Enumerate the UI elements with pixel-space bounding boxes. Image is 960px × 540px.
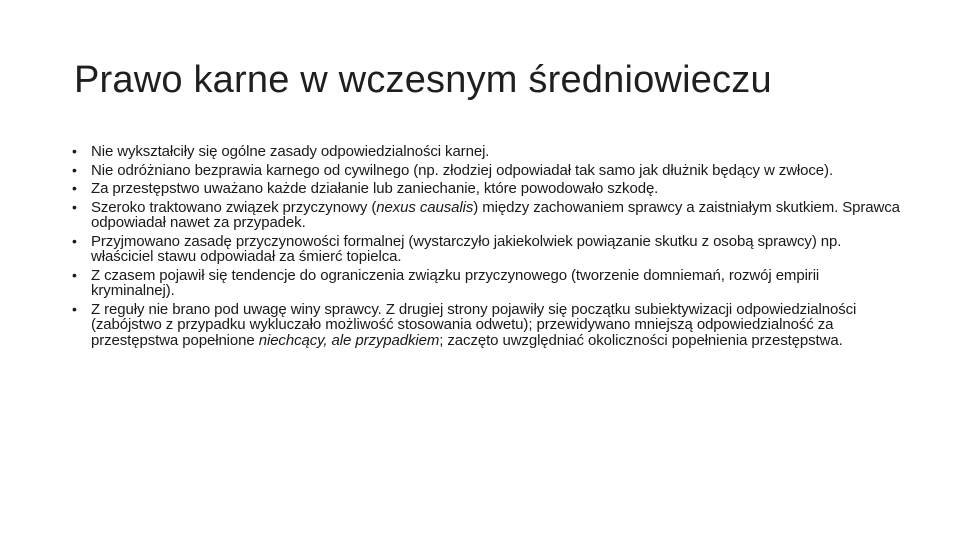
list-item: [72, 302, 902, 349]
list-item: [72, 144, 902, 160]
bullet-text: Nie odróżniano bezprawia karnego od cywilnego (np. złodziej odpowiadał tak samo jak dłużnik będący w zwłoce).: [91, 161, 834, 179]
italic-phrase: niechcący, ale przypadkiem: [258, 331, 440, 349]
list-item: [72, 268, 902, 299]
bullet-icon: •: [72, 232, 77, 249]
bullet-icon: •: [72, 266, 77, 283]
bullet-text: Szeroko traktowano związek przyczynowy (nexus causalis) między zachowaniem sprawcy a zaistniałym skutkiem. Sprawca odpowiadał nawet za przypadek.: [91, 198, 900, 231]
bullet-text: Z reguły nie brano pod uwagę winy sprawcy. Z drugiej strony pojawiły się początku subiektywizacji odpowiedzialności (zabójstwo z przypadku wykluczało możliwość stosowania odwetu); przewidywano mniejszą odpowiedzialność za przestępstwa popełnione niechcący, ale przypadkiem; zaczęto uwzględniać okoliczności popełnienia przestępstwa.: [91, 300, 857, 349]
list-item: [72, 181, 902, 197]
bullet-text: Przyjmowano zasadę przyczynowości formalnej (wystarczyło jakiekolwiek powiązanie skutku z osobą sprawcy) np. właściciel stawu odpowiadał za śmierć topielca.: [91, 232, 842, 265]
bullet-text: Z czasem pojawił się tendencje do ograniczenia związku przyczynowego (tworzenie domniemań, rozwój empirii kryminalnej).: [91, 266, 820, 299]
bullet-icon: •: [72, 300, 77, 317]
bullet-icon: •: [72, 143, 77, 159]
slide-title: Prawo karne w wczesnym średniowieczu: [74, 59, 772, 101]
latin-term: nexus causalis: [376, 198, 474, 216]
list-item: [72, 163, 902, 179]
bullet-icon: •: [72, 198, 77, 215]
list-item: [72, 234, 902, 265]
list-item: [72, 200, 902, 231]
bullet-text: Za przestępstwo uważano każde działanie lub zaniechanie, które powodowało szkodę.: [91, 180, 659, 197]
bullet-icon: •: [72, 180, 77, 196]
bullet-icon: •: [72, 161, 77, 178]
bullet-list: [72, 144, 902, 351]
bullet-text: Nie wykształciły się ogólne zasady odpowiedzialności karnej.: [91, 143, 490, 160]
